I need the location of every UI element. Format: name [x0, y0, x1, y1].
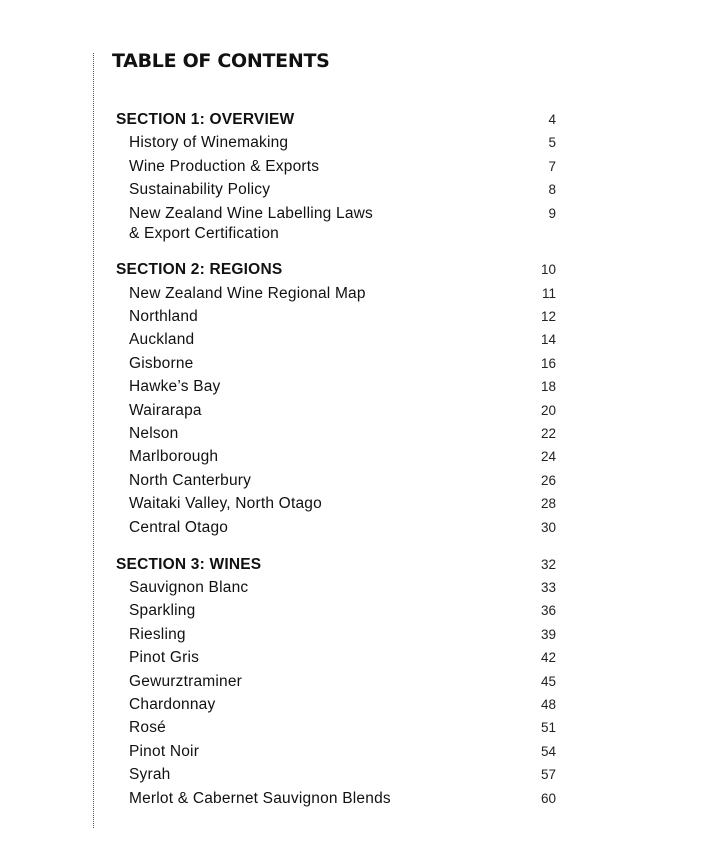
- page-number: 5: [548, 135, 556, 151]
- entry-label: [116, 422, 178, 445]
- entry-label: [116, 763, 171, 786]
- toc-entry[interactable]: [116, 305, 556, 328]
- entry-label-line: Wairarapa: [129, 401, 202, 419]
- entry-label: [116, 599, 195, 622]
- page-number: 7: [548, 158, 556, 174]
- entry-label: [116, 155, 319, 178]
- section-heading: SECTION 1: OVERVIEW: [116, 111, 295, 128]
- entry-label: [116, 445, 218, 468]
- page-number: 12: [540, 308, 556, 324]
- entry-label-line: Gisborne: [129, 354, 194, 372]
- page-number: 30: [540, 519, 556, 535]
- dotted-margin-rule: [93, 53, 94, 828]
- entry-label: [116, 375, 221, 398]
- page-number: 36: [540, 603, 556, 619]
- entry-label-line: Waitaki Valley, North Otago: [129, 495, 322, 513]
- toc-entry[interactable]: [116, 763, 556, 786]
- toc-entry[interactable]: [116, 375, 556, 398]
- page-number: 24: [540, 449, 556, 465]
- section-heading-row[interactable]: [116, 258, 556, 281]
- entry-label: [116, 516, 228, 539]
- entry-label-line: Pinot Noir: [129, 742, 200, 760]
- entry-label-line: Marlborough: [129, 448, 219, 466]
- entry-label: [116, 178, 270, 201]
- toc-list: [116, 108, 556, 823]
- toc-entry[interactable]: [116, 740, 556, 763]
- toc-section: [116, 258, 556, 539]
- page-number: 16: [540, 355, 556, 371]
- page-number: 45: [540, 673, 556, 689]
- toc-entry[interactable]: [116, 670, 556, 693]
- section-heading: SECTION 2: REGIONS: [116, 261, 283, 279]
- entry-label: [116, 623, 186, 646]
- entry-label: [116, 492, 322, 515]
- page-number: 33: [540, 579, 556, 595]
- entry-label: [116, 204, 373, 245]
- entry-label-line: History of Winemaking: [129, 134, 289, 152]
- toc-entry[interactable]: [116, 202, 556, 245]
- entry-label: [116, 352, 194, 375]
- entry-label-line: Nelson: [129, 424, 179, 442]
- toc-entry[interactable]: [116, 155, 556, 178]
- page-number: 32: [540, 556, 556, 572]
- entry-label: [116, 716, 166, 739]
- entry-label: [116, 131, 288, 154]
- entry-label-line: Wine Production & Exports: [129, 157, 320, 175]
- toc-entry[interactable]: [116, 131, 556, 154]
- section-heading-row[interactable]: [116, 108, 556, 131]
- toc-entry[interactable]: [116, 646, 556, 669]
- toc-entry[interactable]: [116, 492, 556, 515]
- entry-label: [116, 646, 199, 669]
- toc-entry[interactable]: [116, 445, 556, 468]
- entry-label: [116, 328, 194, 351]
- entry-label: [116, 305, 198, 328]
- entry-label-line: Northland: [129, 307, 199, 325]
- page-number: 18: [540, 379, 556, 395]
- page-number: 20: [540, 402, 556, 418]
- page-number: 48: [540, 696, 556, 712]
- entry-label-line: Hawke’s Bay: [129, 378, 221, 396]
- page-number: 8: [548, 182, 556, 198]
- toc-entry[interactable]: [116, 399, 556, 422]
- entry-label-line: Merlot & Cabernet Sauvignon Blends: [129, 789, 391, 807]
- page-number: 9: [548, 205, 556, 221]
- entry-label: [116, 469, 251, 492]
- toc-section: [116, 553, 556, 810]
- entry-label-line: New Zealand Wine Labelling Laws: [129, 204, 373, 222]
- entry-label: [116, 670, 242, 693]
- section-heading-row[interactable]: [116, 553, 556, 576]
- toc-entry[interactable]: [116, 576, 556, 599]
- entry-label-line: Pinot Gris: [129, 649, 200, 667]
- entry-label-line: Chardonnay: [129, 695, 216, 713]
- toc-section: [116, 108, 556, 245]
- entry-label: [116, 576, 248, 599]
- entry-label-line: Sustainability Policy: [129, 181, 271, 199]
- toc-entry[interactable]: [116, 469, 556, 492]
- toc-entry[interactable]: [116, 693, 556, 716]
- entry-label-line: Rosé: [129, 719, 166, 737]
- toc-entry[interactable]: [116, 422, 556, 445]
- page-number: 4: [548, 112, 556, 127]
- section-heading: SECTION 3: WINES: [116, 555, 262, 573]
- entry-label-line: Riesling: [129, 625, 186, 643]
- entry-label-line: & Export Certification: [129, 225, 279, 243]
- page-number: 60: [540, 790, 556, 806]
- page-number: 57: [540, 767, 556, 783]
- entry-label-line: Gewurztraminer: [129, 672, 243, 690]
- entry-label-line: Syrah: [129, 766, 171, 784]
- page-title: TABLE OF CONTENTS: [112, 50, 330, 72]
- entry-label-line: Sparkling: [129, 602, 196, 620]
- toc-entry[interactable]: [116, 178, 556, 201]
- toc-entry[interactable]: [116, 716, 556, 739]
- page-number: 11: [541, 285, 556, 301]
- page-number: 51: [540, 720, 556, 736]
- entry-label: [116, 282, 366, 305]
- toc-entry[interactable]: [116, 282, 556, 305]
- page-number: 42: [540, 650, 556, 666]
- page-number: 39: [540, 626, 556, 642]
- page-number: 14: [540, 332, 556, 348]
- entry-label-line: Central Otago: [129, 518, 229, 536]
- toc-entry[interactable]: [116, 599, 556, 622]
- entry-label-line: New Zealand Wine Regional Map: [129, 284, 366, 302]
- toc-entry[interactable]: [116, 787, 556, 810]
- page-number: 22: [540, 425, 556, 441]
- page-number: 10: [540, 262, 556, 278]
- entry-label-line: Sauvignon Blanc: [129, 578, 249, 596]
- toc-entry[interactable]: [116, 623, 556, 646]
- entry-label: [116, 787, 391, 810]
- page-number: 26: [540, 472, 556, 488]
- toc-entry[interactable]: [116, 352, 556, 375]
- entry-label: [116, 399, 202, 422]
- page-number: 54: [540, 743, 556, 759]
- entry-label-line: North Canterbury: [129, 471, 252, 489]
- page-number: 28: [540, 496, 556, 512]
- entry-label-line: Auckland: [129, 331, 195, 349]
- entry-label: [116, 693, 215, 716]
- toc-entry[interactable]: [116, 328, 556, 351]
- toc-entry[interactable]: [116, 516, 556, 539]
- entry-label: [116, 740, 199, 763]
